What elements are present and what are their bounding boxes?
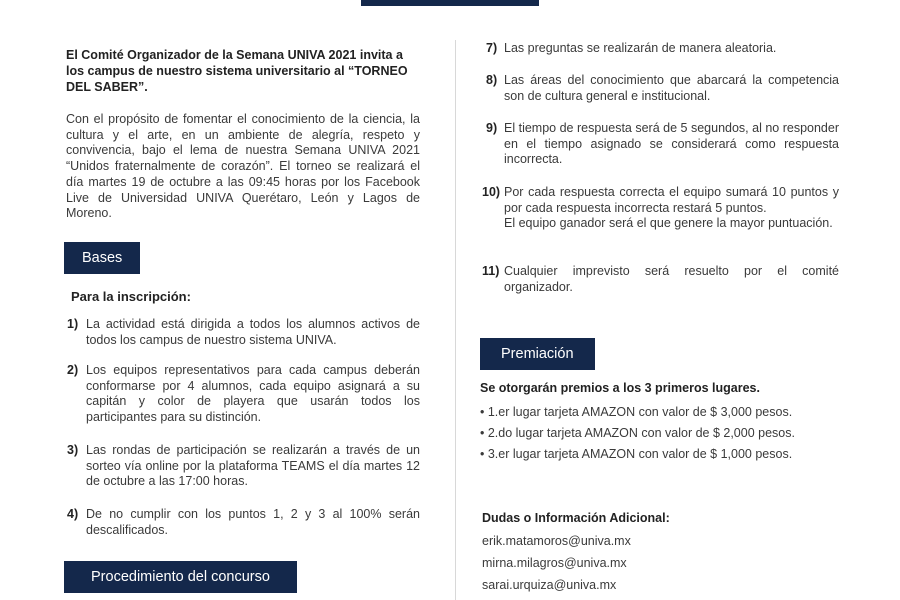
list-item: [482, 264, 839, 295]
list-item: [67, 317, 420, 348]
list-item: [67, 363, 420, 426]
purpose-paragraph: Con el propósito de fomentar el conocimiento de la ciencia, la cultura y el arte, en un ambiente de alegría, respeto y convivencia, bajo el lema de nuestra Semana UNIVA 2021 “Unidos fraternalmente de corazón”. El torneo se realizará el día martes 19 de octubre a las 09:45 horas por los Facebook Live de Universidad UNIVA Querétaro, León y Lagos de Moreno.: [66, 112, 420, 221]
item-number: 4): [67, 507, 79, 521]
item-text: Las áreas del conocimiento que abarcará la competencia son de cultura general e institucional.: [504, 73, 839, 103]
list-item: [486, 41, 839, 57]
item-number: 7): [486, 41, 498, 55]
item-text: [504, 185, 839, 232]
premio-item: • 2.do lugar tarjeta AMAZON con valor de $ 2,000 pesos.: [480, 426, 795, 440]
premio-item: • 1.er lugar tarjeta AMAZON con valor de $ 3,000 pesos.: [480, 405, 793, 419]
list-item: [67, 507, 420, 538]
list-item: [482, 185, 839, 232]
bases-banner: Bases: [64, 242, 140, 274]
item-number: 8): [486, 73, 498, 87]
item-number: 2): [67, 363, 79, 377]
item-text-line: Por cada respuesta correcta el equipo sumará 10 puntos y por cada respuesta incorrecta restará 5 puntos.: [504, 185, 839, 215]
left-column: [66, 47, 420, 222]
premios-intro: Se otorgarán premios a los 3 primeros lugares.: [480, 381, 760, 395]
email-link[interactable]: mirna.milagros@univa.mx: [482, 556, 627, 570]
list-item: [486, 73, 839, 104]
item-number: 10): [482, 185, 501, 199]
list-item: [67, 443, 420, 490]
item-number: 9): [486, 121, 498, 135]
item-text: De no cumplir con los puntos 1, 2 y 3 al 100% serán descalificados.: [86, 507, 420, 537]
column-divider: [455, 40, 456, 600]
item-text: El tiempo de respuesta será de 5 segundos, al no responder en el tiempo asignado se considerará como respuesta incorrecta.: [504, 121, 839, 167]
item-text: La actividad está dirigida a todos los alumnos activos de todos los campus de nuestro sistema UNIVA.: [86, 317, 420, 347]
premiacion-banner: Premiación: [480, 338, 595, 370]
item-text: Cualquier imprevisto será resuelto por el comité organizador.: [504, 264, 839, 294]
item-number: 1): [67, 317, 79, 331]
item-text-line: El equipo ganador será el que genere la mayor puntuación.: [504, 216, 833, 231]
top-header-bar: [361, 0, 539, 6]
procedimiento-banner: Procedimiento del concurso: [64, 561, 297, 593]
email-link[interactable]: erik.matamoros@univa.mx: [482, 534, 631, 548]
list-item: [486, 121, 839, 168]
item-text: Las rondas de participación se realizarán a través de un sorteo vía online por la plataforma TEAMS el día martes 12 de octubre a las 17:00 horas.: [86, 443, 420, 489]
item-text: Las preguntas se realizarán de manera aleatoria.: [504, 41, 777, 55]
premio-item: • 3.er lugar tarjeta AMAZON con valor de $ 1,000 pesos.: [480, 447, 793, 461]
email-link[interactable]: sarai.urquiza@univa.mx: [482, 578, 617, 592]
item-number: 11): [482, 264, 500, 278]
item-number: 3): [67, 443, 79, 457]
inscripcion-heading: Para la inscripción:: [71, 289, 191, 304]
intro-paragraph: El Comité Organizador de la Semana UNIVA 2021 invita a los campus de nuestro sistema universitario al “TORNEO DEL SABER”.: [66, 48, 408, 94]
dudas-heading: Dudas o Información Adicional:: [482, 511, 670, 525]
item-text: Los equipos representativos para cada campus deberán conformarse por 4 alumnos, cada equipo asignará a su capitán y color de playera que usarán todos los participantes para su distinción.: [86, 363, 420, 425]
